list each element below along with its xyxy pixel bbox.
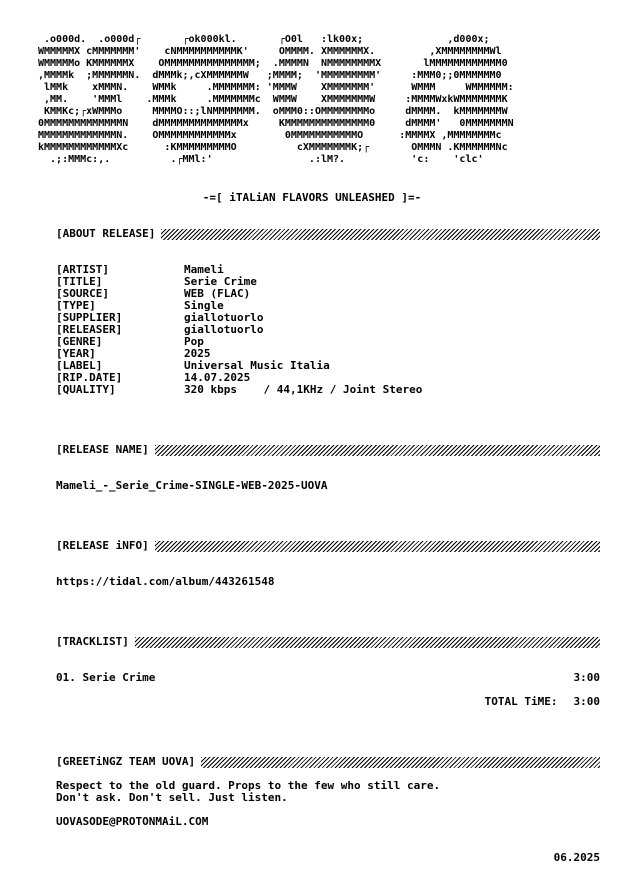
about-value: 2025: [184, 347, 211, 360]
about-value: Mameli: [184, 263, 224, 276]
release-info-link[interactable]: https://tidal.com/album/443261548: [56, 575, 275, 588]
section-label-release-name: [RELEASE NAME]: [56, 443, 149, 456]
section-label-about: [ABOUT RELEASE]: [56, 227, 156, 240]
contact-email[interactable]: UOVASODE@PROTONMAiL.COM: [56, 815, 209, 828]
about-key: [SOURCE]: [56, 287, 109, 300]
about-row: [56, 288, 576, 300]
section-label-tracklist: [TRACKLIST]: [56, 635, 129, 648]
about-value: Single: [184, 299, 224, 312]
section-header-release-info: [56, 540, 600, 552]
about-value: Serie Crime: [184, 275, 257, 288]
section-divider: [161, 229, 600, 240]
tagline: -=[ iTALiAN FLAVORS UNLEASHED ]=-: [202, 191, 422, 204]
about-key: [SUPPLIER]: [56, 311, 123, 324]
section-label-release-info: [RELEASE iNFO]: [56, 539, 149, 552]
about-row: [56, 324, 576, 336]
section-header-greetings: [56, 756, 600, 768]
about-key: [TYPE]: [56, 299, 96, 312]
track-title: 01. Serie Crime: [56, 671, 156, 684]
about-row: [56, 276, 576, 288]
about-row: [56, 300, 576, 312]
ascii-art-logo: .o000d. .o000d┌ ┌ok000kl. ┌O0l :lk00x; ,d000x; WMMMMMX cMMMMMMM' cNMMMMMMMMMMK' OMMMM. XMMMMMMX. ,XMMMMMMMMWl WMMMMMo KMMMMMMX OMMMMMMMMMMMMMMM; .MMMMN NMMMMMMMMX lMMMMMMMMMMMM0 ,MMMMk ;MMMMMMN. dMMMk;,cXMMMMMMW ;MMMM; 'MMMMMMMMM' :MMM0;;0MMMMMM0 lMMk xMMMN. WMMk .MMMMMMM: 'MMMW XMMMMMMM' WMMM WMMMMMM: ,MM. 'MMMl .MMMk .MMMMMMMc WMMW XMMMMMMMW :MMMMWxkWMMMMMMMK KMMKc;┌xWMMMo MMMMO::;lNMMMMMMM. oMMM0::OMMMMMMMMo dMMMM. kMMMMMMMW 0MMMMMMMMMMMMMN dMMMMMMMMMMMMMMx KMMMMMMMMMMMMMM0 dMMMM' 0MMMMMMMN MMMMMMMMMMMMMN. OMMMMMMMMMMMMx 0MMMMMMMMMMMO :MMMMX ,MMMMMMMMc kMMMMMMMMMMMMXc :KMMMMMMMMMO cXMMMMMMMK;┌ OMMMN .KMMMMMMNc .;:MMMc:,. .┌MMl:' .:lM?. 'c: 'clc': [38, 34, 514, 165]
section-header-about: [56, 228, 600, 240]
about-key: [TITLE]: [56, 275, 103, 288]
about-value: 320 kbps / 44,1KHz / Joint Stereo: [184, 383, 423, 396]
about-release-list: [56, 264, 576, 396]
about-value: Pop: [184, 335, 204, 348]
release-date: 06.2025: [553, 851, 600, 864]
release-name-value: Mameli_-_Serie_Crime-SINGLE-WEB-2025-UOVA: [56, 479, 328, 492]
total-time-label: TOTAL TiME:: [484, 695, 558, 708]
about-key: [LABEL]: [56, 359, 103, 372]
greetings-line-1: Respect to the old guard. Props to the few who still care.: [56, 779, 441, 792]
about-row: [56, 360, 576, 372]
about-value: 14.07.2025: [184, 371, 251, 384]
about-key: [QUALITY]: [56, 383, 116, 396]
about-key: [ARTIST]: [56, 263, 109, 276]
about-row: [56, 336, 576, 348]
about-row: [56, 312, 576, 324]
total-time-row: [485, 696, 600, 708]
about-key: [YEAR]: [56, 347, 96, 360]
about-value: Universal Music Italia: [184, 359, 330, 372]
section-divider: [155, 445, 600, 456]
section-header-release-name: [56, 444, 600, 456]
about-value: WEB (FLAC): [184, 287, 251, 300]
about-key: [GENRE]: [56, 335, 103, 348]
about-row: [56, 384, 576, 396]
about-key: [RELEASER]: [56, 323, 123, 336]
about-value: giallotuorlo: [184, 311, 264, 324]
track-row: [56, 672, 600, 684]
section-label-greetings: [GREETiNGZ TEAM UOVA]: [56, 755, 196, 768]
section-divider: [155, 541, 600, 552]
track-duration: 3:00: [573, 671, 600, 684]
greetings-line-2: Don't ask. Don't sell. Just listen.: [56, 791, 288, 804]
about-row: [56, 264, 576, 276]
section-header-tracklist: [56, 636, 600, 648]
total-time-value: 3:00: [573, 695, 600, 708]
about-key: [RIP.DATE]: [56, 371, 123, 384]
section-divider: [201, 757, 600, 768]
about-value: giallotuorlo: [184, 323, 264, 336]
section-divider: [135, 637, 600, 648]
